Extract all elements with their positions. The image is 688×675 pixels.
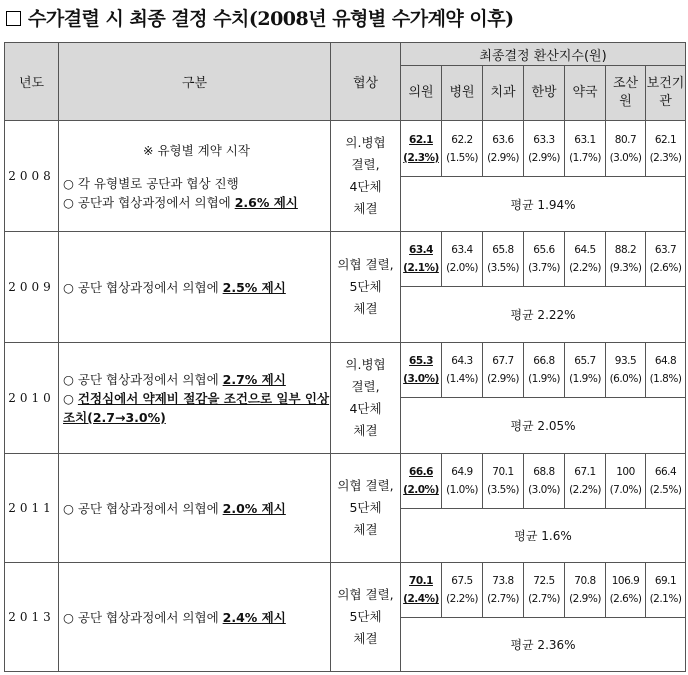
average-cell: 평균 1.6% xyxy=(401,509,686,563)
header-col-6: 보건기관 xyxy=(646,66,686,121)
negotiation-cell: 의.병협 결렬, 4단체 체결 xyxy=(331,121,401,232)
index-value-cell: 64.3 (1.4%) xyxy=(442,343,483,398)
index-value-cell: 63.4 (2.1%) xyxy=(401,232,442,287)
average-cell: 평균 1.94% xyxy=(401,177,686,232)
year-cell: 2008 xyxy=(5,121,59,232)
negotiation-cell: 의협 결렬, 5단체 체결 xyxy=(331,454,401,563)
table-row xyxy=(5,343,686,398)
category-line: ※ 유형별 계약 시작 xyxy=(143,142,250,158)
index-value-cell: 63.7 (2.6%) xyxy=(646,232,686,287)
index-value-cell: 65.3 (3.0%) xyxy=(401,343,442,398)
category-line: ○ 공단 협상과정에서 의협에 2.5% 제시 xyxy=(63,279,286,295)
negotiation-cell: 의협 결렬, 5단체 체결 xyxy=(331,232,401,343)
header-col-4: 약국 xyxy=(565,66,606,121)
page-title: 수가결렬 시 최종 결정 수치(2008년 유형별 수가계약 이후) xyxy=(6,4,514,31)
index-value-cell: 80.7 (3.0%) xyxy=(606,121,646,177)
index-value-cell: 62.2 (1.5%) xyxy=(442,121,483,177)
index-value-cell: 106.9 (2.6%) xyxy=(606,563,646,618)
category-cell xyxy=(59,454,331,563)
index-value-cell: 70.1 (3.5%) xyxy=(483,454,524,509)
index-value-cell: 68.8 (3.0%) xyxy=(524,454,565,509)
index-value-cell: 63.4 (2.0%) xyxy=(442,232,483,287)
proposal-rate: 2.5% 제시 xyxy=(222,279,286,295)
index-value-cell: 63.1 (1.7%) xyxy=(565,121,606,177)
index-value-cell: 73.8 (2.7%) xyxy=(483,563,524,618)
index-value-cell: 67.7 (2.9%) xyxy=(483,343,524,398)
average-cell: 평균 2.22% xyxy=(401,287,686,343)
year-cell: 2011 xyxy=(5,454,59,563)
average-cell: 평균 2.36% xyxy=(401,618,686,672)
category-cell xyxy=(59,121,331,232)
index-value-cell: 100 (7.0%) xyxy=(606,454,646,509)
header-col-5: 조산원 xyxy=(606,66,646,121)
index-value-cell: 72.5 (2.7%) xyxy=(524,563,565,618)
index-value-cell: 67.1 (2.2%) xyxy=(565,454,606,509)
category-line: ○ 각 유형별로 공단과 협상 진행 xyxy=(63,175,239,191)
header-col-0: 의원 xyxy=(401,66,442,121)
table-row xyxy=(5,563,686,618)
proposal-rate: 2.7% 제시 xyxy=(222,371,286,387)
category-cell xyxy=(59,232,331,343)
index-value-cell: 66.8 (1.9%) xyxy=(524,343,565,398)
index-value-cell: 66.6 (2.0%) xyxy=(401,454,442,509)
year-cell: 2009 xyxy=(5,232,59,343)
year-cell: 2010 xyxy=(5,343,59,454)
index-value-cell: 62.1 (2.3%) xyxy=(401,121,442,177)
negotiation-cell: 의협 결렬, 5단체 체결 xyxy=(331,563,401,672)
fee-decision-table xyxy=(4,42,686,672)
index-value-cell: 63.3 (2.9%) xyxy=(524,121,565,177)
index-value-cell: 69.1 (2.1%) xyxy=(646,563,686,618)
index-value-cell: 67.5 (2.2%) xyxy=(442,563,483,618)
header-final-index: 최종결정 환산지수(원) xyxy=(401,43,686,66)
average-cell: 평균 2.05% xyxy=(401,398,686,454)
index-value-cell: 70.8 (2.9%) xyxy=(565,563,606,618)
index-value-cell: 88.2 (9.3%) xyxy=(606,232,646,287)
category-line: ○ 공단 협상과정에서 의협에 2.4% 제시 xyxy=(63,609,286,625)
checkbox-square-icon xyxy=(6,11,21,26)
index-value-cell: 70.1 (2.4%) xyxy=(401,563,442,618)
index-value-cell: 64.8 (1.8%) xyxy=(646,343,686,398)
index-value-cell: 64.9 (1.0%) xyxy=(442,454,483,509)
index-value-cell: 65.6 (3.7%) xyxy=(524,232,565,287)
negotiation-cell: 의.병협 결렬, 4단체 체결 xyxy=(331,343,401,454)
category-line: ○ 공단과 협상과정에서 의협에 2.6% 제시 xyxy=(63,194,298,210)
proposal-rate: 건정심에서 약제비 절감을 조건으로 일부 인상 조치(2.7→3.0%) xyxy=(63,390,330,425)
category-cell xyxy=(59,343,331,454)
header-year: 년도 xyxy=(5,43,59,121)
table-row xyxy=(5,232,686,287)
header-col-1: 병원 xyxy=(442,66,483,121)
proposal-rate: 2.4% 제시 xyxy=(222,609,286,625)
category-line: ○ 공단 협상과정에서 의협에 2.0% 제시 xyxy=(63,500,286,516)
category-line: ○ 건정심에서 약제비 절감을 조건으로 일부 인상 조치(2.7→3.0%) xyxy=(63,390,330,425)
proposal-rate: 2.6% 제시 xyxy=(234,194,298,210)
index-value-cell: 63.6 (2.9%) xyxy=(483,121,524,177)
index-value-cell: 64.5 (2.2%) xyxy=(565,232,606,287)
table-row xyxy=(5,454,686,509)
category-line: ○ 공단 협상과정에서 의협에 2.7% 제시 xyxy=(63,371,286,387)
index-value-cell: 93.5 (6.0%) xyxy=(606,343,646,398)
proposal-rate: 2.0% 제시 xyxy=(222,500,286,516)
category-cell xyxy=(59,563,331,672)
table-row xyxy=(5,121,686,177)
index-value-cell: 65.7 (1.9%) xyxy=(565,343,606,398)
header-negotiation: 협상 xyxy=(331,43,401,121)
index-value-cell: 66.4 (2.5%) xyxy=(646,454,686,509)
header-col-3: 한방 xyxy=(524,66,565,121)
header-col-2: 치과 xyxy=(483,66,524,121)
year-cell: 2013 xyxy=(5,563,59,672)
index-value-cell: 65.8 (3.5%) xyxy=(483,232,524,287)
header-category: 구분 xyxy=(59,43,331,121)
index-value-cell: 62.1 (2.3%) xyxy=(646,121,686,177)
